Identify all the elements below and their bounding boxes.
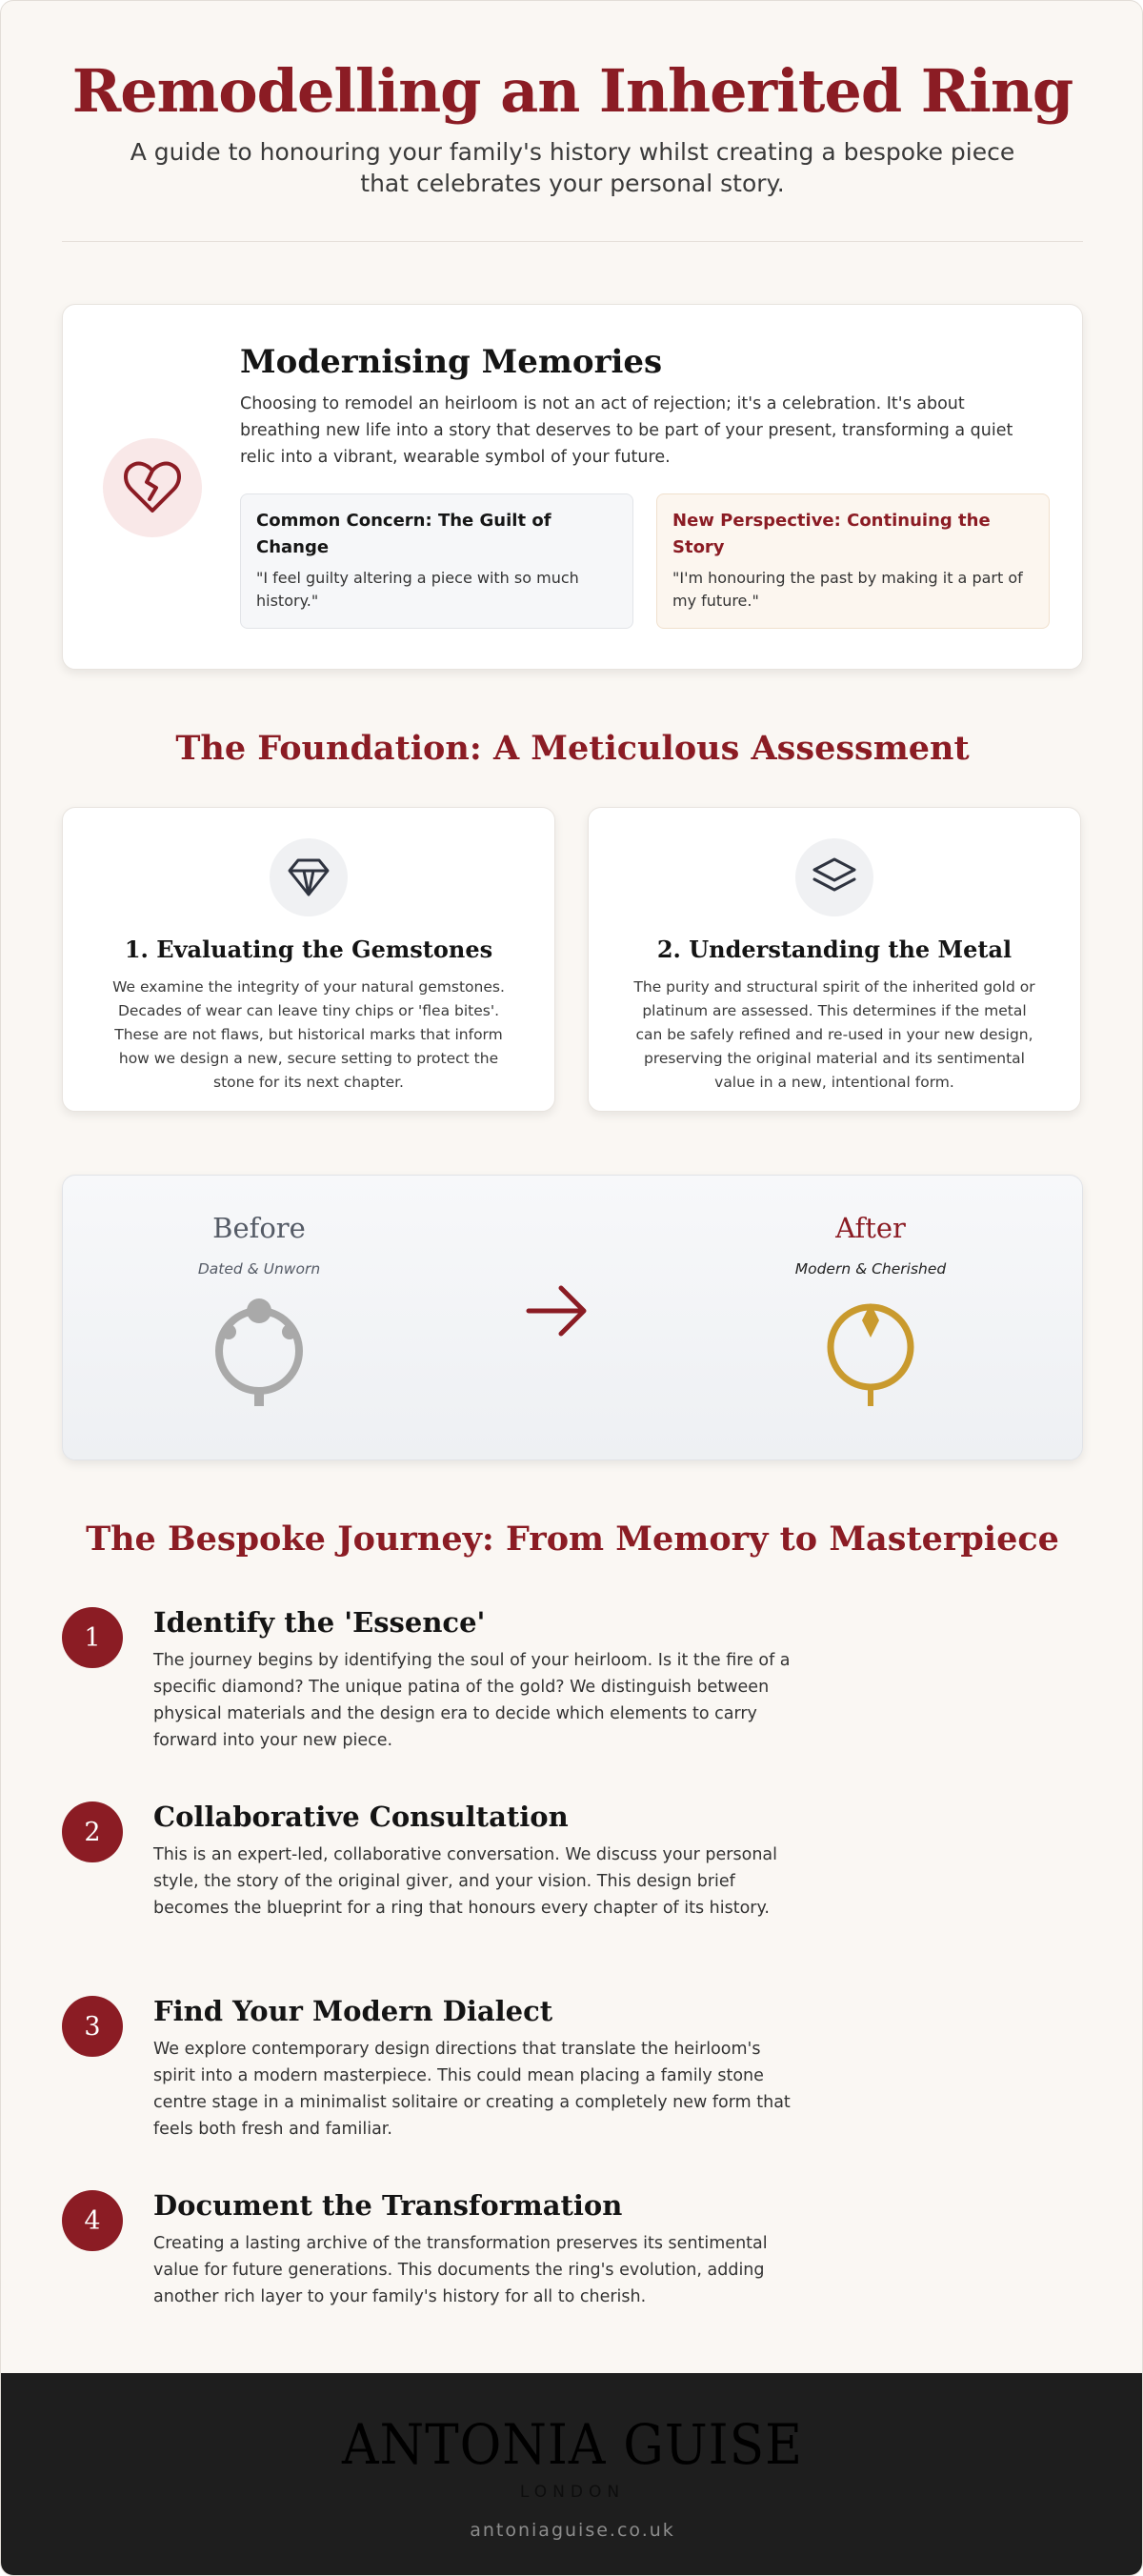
common-concern-title: Common Concern: The Guilt of Change [256,511,551,557]
step-number-badge: 4 [62,2190,123,2251]
before-label: Before [212,1212,306,1244]
step-body: This is an expert-led, collaborative conversation. We discuss your personal style, the story of the original giver, and your vision. This design brief becomes the blueprint for a ring that honours every chapter of its history. [153,1845,778,1918]
journey-heading: The Bespoke Journey: From Memory to Masterpiece [86,1519,1059,1559]
step-number-badge: 1 [62,1607,123,1668]
before-subtitle: Dated & Unworn [197,1260,321,1278]
gem-icon [287,857,331,897]
before-after-panel [62,1175,1083,1460]
step-content [153,2186,801,2310]
layers-icon [811,855,858,899]
common-concern-quote: "I feel guilty altering a piece with so much history." [256,569,579,610]
new-perspective-box [656,493,1050,629]
header-divider [62,241,1083,242]
memories-content [240,341,1050,629]
step-content [153,1992,801,2143]
footer [1,2373,1143,2576]
step-number-badge: 3 [62,1996,123,2057]
old-ring-icon [211,1298,307,1408]
brand-logo: ANTONIA GUISE [342,2412,803,2477]
gem-icon-circle [270,838,348,916]
heart-icon-circle [103,438,202,537]
gemstones-title: 1. Evaluating the Gemstones [124,936,493,963]
before-column [135,1210,383,1408]
step-number-badge: 2 [62,1801,123,1862]
step-content [153,1603,801,1754]
after-column [747,1210,994,1408]
step-title: Collaborative Consultation [153,1801,569,1833]
step-title: Find Your Modern Dialect [153,1995,553,2027]
new-perspective-title: New Perspective: Continuing the Story [672,511,991,557]
modernising-memories-card [62,304,1083,670]
memories-body: Choosing to remodel an heirloom is not an act of rejection; it's a celebration. It's about breathing new life into a story that deserves to be part of your present, transforming a quiet relic into a vibrant, wearable symbol of your future. [240,394,1013,467]
gemstones-card [62,807,555,1112]
perspective-boxes [240,493,1050,629]
page-subtitle: A guide to honouring your family's history whilst creating a bespoke piece that celebrates your personal story. [130,138,1015,197]
metal-body: The purity and structural spirit of the inherited gold or platinum are assessed. This determines if the metal can be safely refined and re-used in your new design, preserving the original material and its sentimental value in a new, intentional form. [633,978,1035,1091]
brand-location: LONDON [519,2483,626,2502]
step-title: Identify the 'Essence' [153,1606,486,1639]
step-content [153,1798,801,1922]
page-title: Remodelling an Inherited Ring [71,56,1073,126]
after-label: After [835,1212,906,1244]
heart-icon [124,461,181,514]
step-title: Document the Transformation [153,2189,623,2222]
foundation-heading: The Foundation: A Meticulous Assessment [175,729,970,768]
website-link[interactable]: antoniaguise.co.uk [470,2520,675,2541]
new-ring-icon [823,1298,918,1408]
step-body: The journey begins by identifying the soul of your heirloom. Is it the fire of a specific diamond? The unique patina of the gold? We distinguish between physical materials and the design era to decide which elements to carry forward into your new piece. [153,1651,791,1750]
metal-title: 2. Understanding the Metal [656,936,1013,963]
page-header [62,50,1083,199]
step-body: Creating a lasting archive of the transformation preserves its sentimental value for future generations. This documents the ring's evolution, adding another rich layer to your family's history for all to cherish. [153,2234,768,2306]
arrow-right-icon [525,1282,592,1339]
memories-title: Modernising Memories [240,343,663,381]
after-subtitle: Modern & Cherished [794,1260,947,1278]
new-perspective-quote: "I'm honouring the past by making it a part of my future." [672,569,1023,610]
gemstones-body: We examine the integrity of your natural gemstones. Decades of wear can leave tiny chips or 'flea bites'. These are not flaws, but historical marks that inform how we design a new, secure setting to protect the stone for its next chapter. [112,978,505,1091]
common-concern-box [240,493,633,629]
step-body: We explore contemporary design directions that translate the heirloom's spirit into a modern masterpiece. This could mean placing a family stone centre stage in a minimalist solitaire or creating a completely new form that feels both fresh and familiar. [153,2040,791,2139]
layers-icon-circle [795,838,873,916]
metal-card [588,807,1081,1112]
